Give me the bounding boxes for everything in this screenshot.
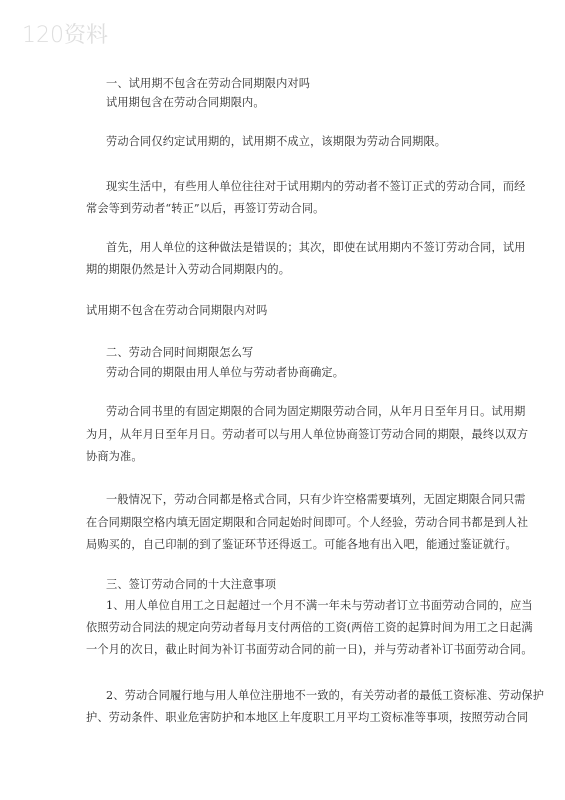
paragraph-line: 护、劳动条件、职业危害防护和本地区上年度职工月平均工资标准等事项，按照劳动合同	[86, 711, 529, 724]
paragraph-line: 劳动合同书里的有固定期限的合同为固定期限劳动合同，从年月日至年月日。试用期	[106, 405, 526, 418]
paragraph-line: 首先，用人单位的这种做法是错误的；其次，即使在试用期内不签订劳动合同，试用	[106, 241, 526, 254]
paragraph-line: 劳动合同的期限由用人单位与劳动者协商确定。	[106, 366, 345, 379]
paragraph-line: 局购买的，自己印制的到了鉴证环节还得返工。可能各地有出入吧，能通过鉴证就行。	[86, 538, 517, 551]
paragraph-line: 常会等到劳动者“转正”以后，再签订劳动合同。	[86, 202, 325, 215]
paragraph-line: 1、用人单位自用工之日起超过一个月不满一年未与劳动者订立书面劳动合同的，应当	[106, 599, 533, 612]
paragraph-line: 为月，从年月日至年月日。劳动者可以与用人单位协商签订劳动合同的期限，最终以双方	[86, 428, 529, 441]
subtitle-line: 试用期不包含在劳动合同期限内对吗	[86, 304, 268, 317]
watermark-logo: 120资料	[22, 23, 108, 48]
paragraph-line: 2、劳动合同履行地与用人单位注册地不一致的，有关劳动者的最低工资标准、劳动保护	[106, 689, 545, 702]
heading-section-3: 三、签订劳动合同的十大注意事项	[106, 578, 277, 591]
paragraph-line: 现实生活中，有些用人单位往往对于试用期内的劳动者不签订正式的劳动合同，而经	[106, 180, 526, 193]
paragraph-line: 劳动合同仅约定试用期的，试用期不成立，该期限为劳动合同期限。	[106, 135, 447, 148]
paragraph-line: 一个月的次日，截止时间为补订书面劳动合同的前一日)，并与劳动者补订书面劳动合同。	[86, 643, 533, 656]
paragraph-line: 在合同期限空格内填无固定期限和合同起始时间即可。个人经验，劳动合同书都是到人社	[86, 516, 529, 529]
heading-section-1: 一、试用期不包含在劳动合同期限内对吗	[106, 77, 311, 90]
paragraph-line: 一般情况下，劳动合同都是格式合同，只有少许空格需要填列，无固定期限合同只需	[106, 493, 526, 506]
heading-section-2: 二、劳动合同时间期限怎么写	[106, 346, 254, 359]
paragraph-line: 试用期包含在劳动合同期限内。	[106, 96, 265, 109]
paragraph-line: 协商为准。	[86, 450, 143, 463]
paragraph-line: 依照劳动合同法的规定向劳动者每月支付两倍的工资(两倍工资的起算时间为用工之日起满	[86, 621, 533, 634]
paragraph-line: 期的期限仍然是计入劳动合同期限内的。	[86, 263, 291, 276]
